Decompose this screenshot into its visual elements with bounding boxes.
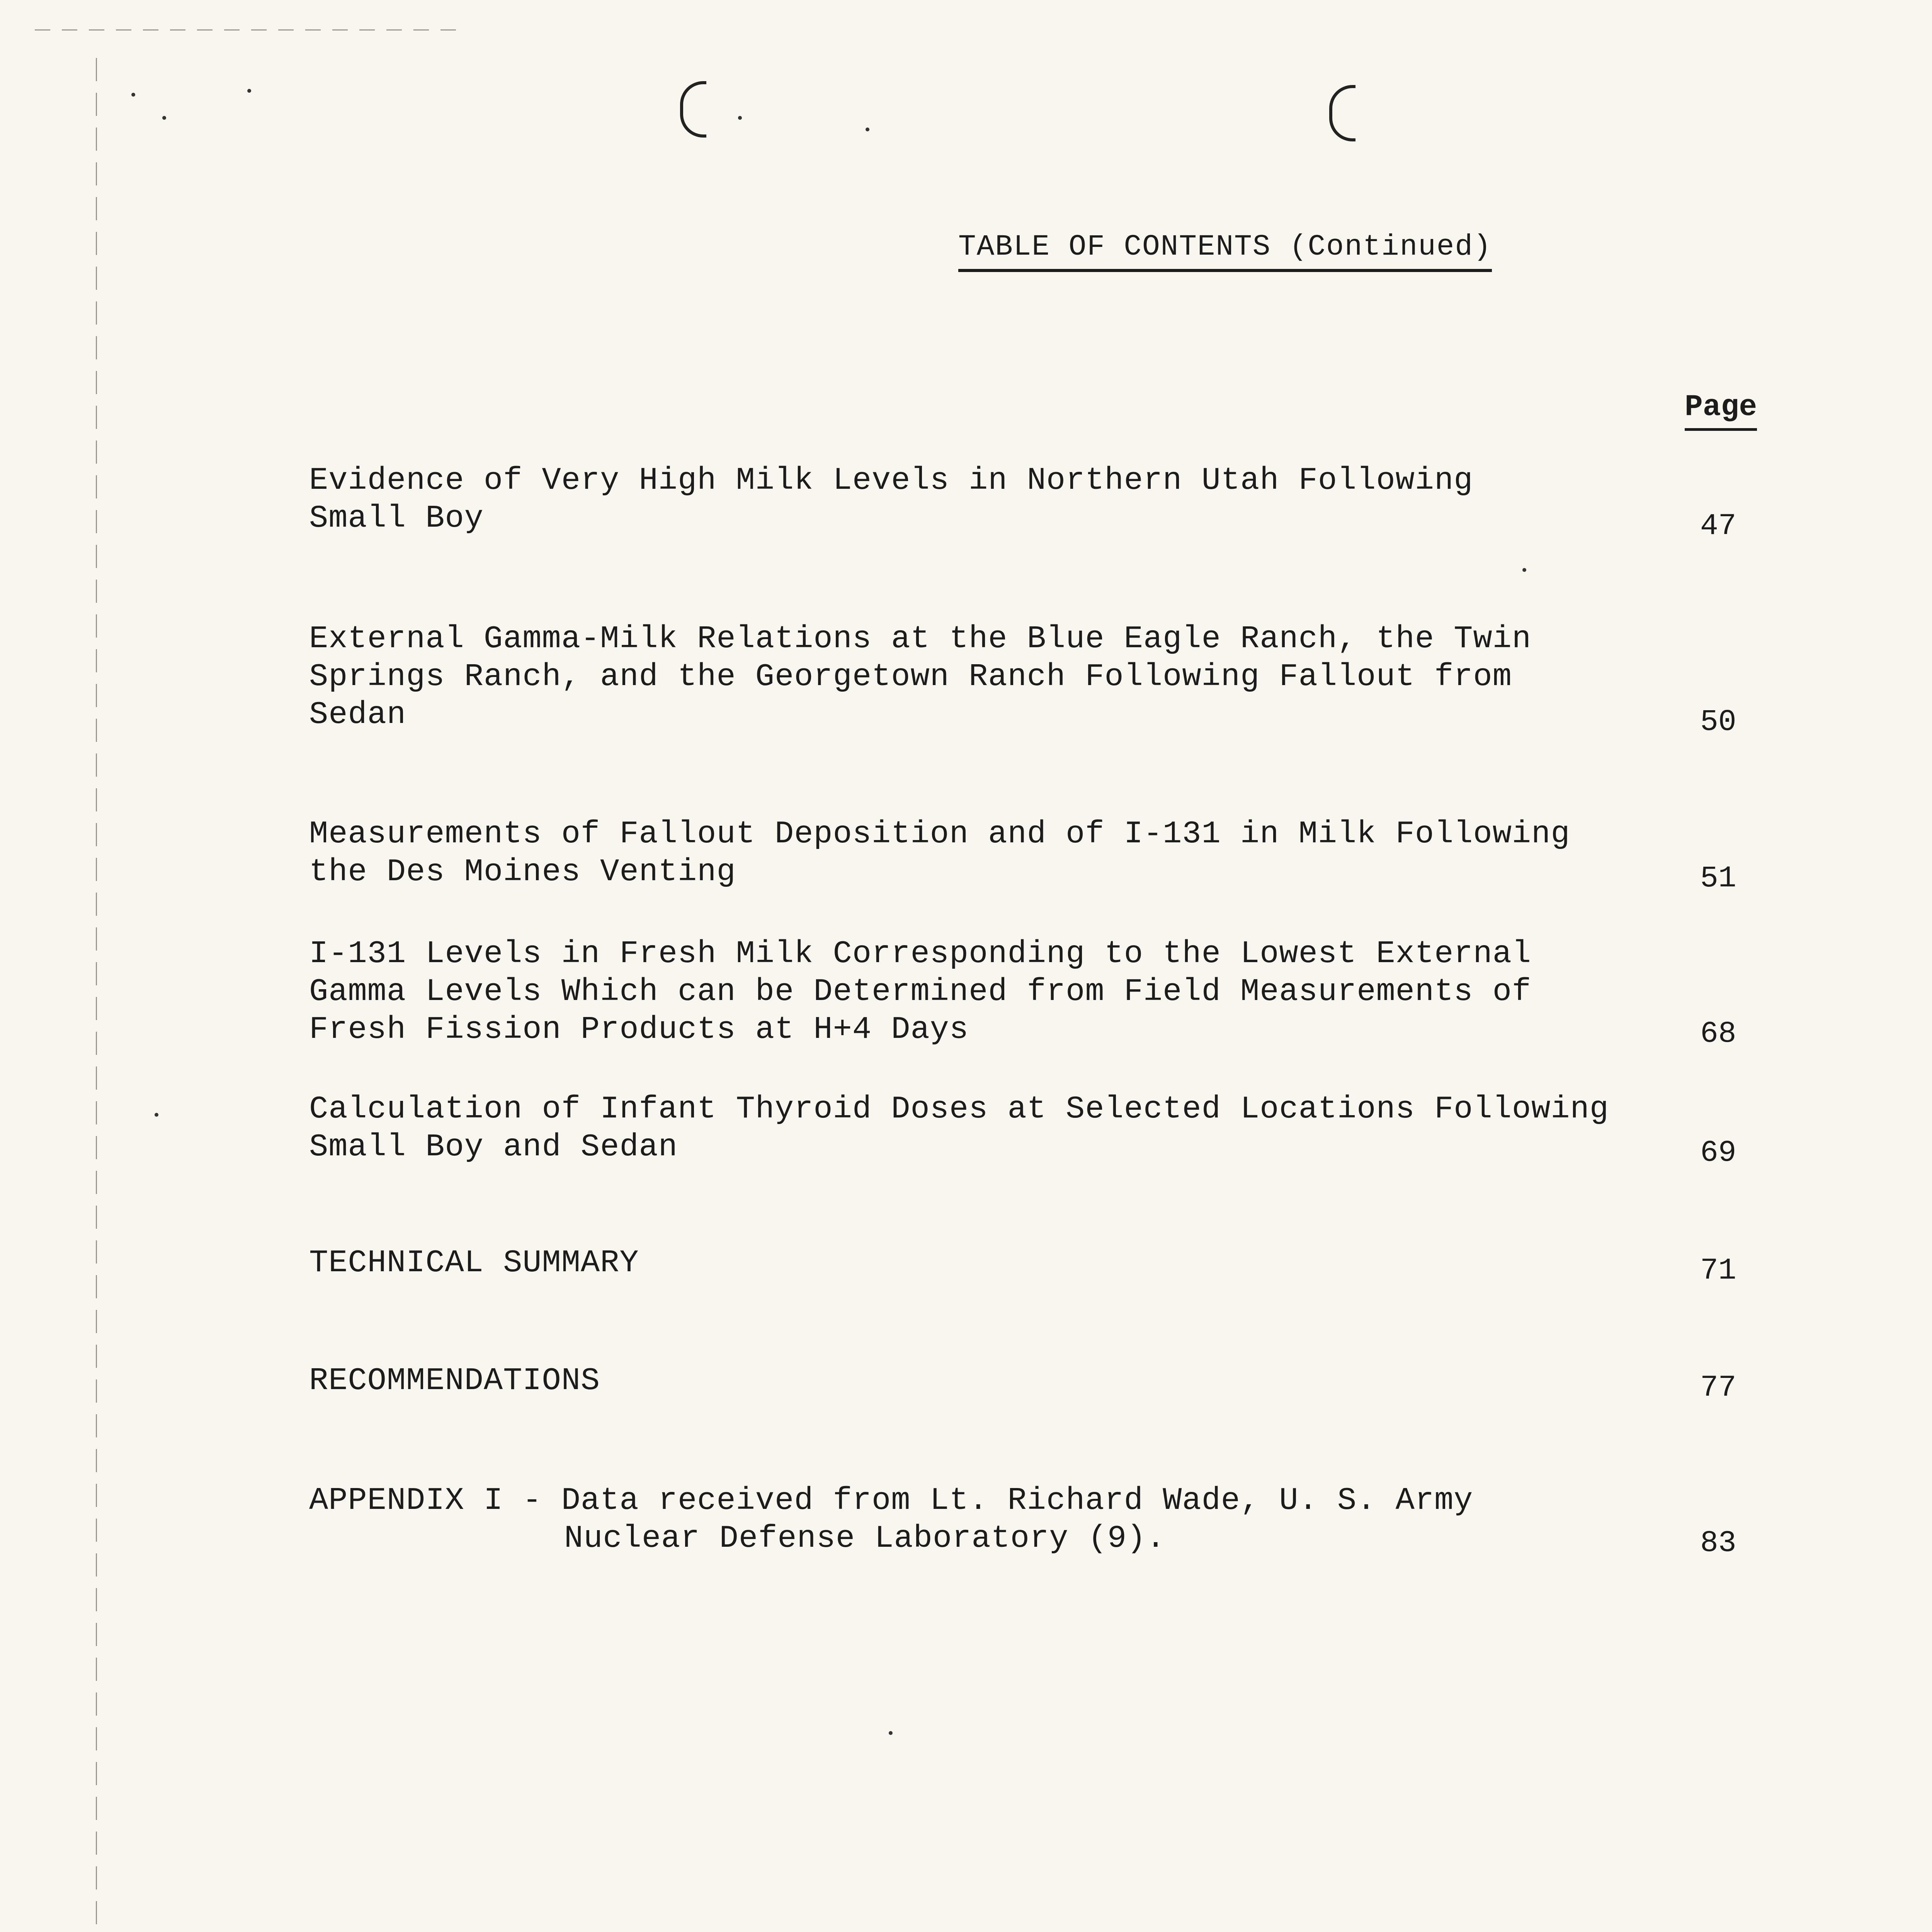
speck [131, 93, 135, 97]
scan-edge-top [35, 29, 468, 31]
toc-entry-line: Nuclear Defense Laboratory (9). [564, 1520, 1166, 1556]
toc-entry [309, 815, 1685, 891]
toc-entry-line: Measurements of Fallout Deposition and of I-131 in Milk Following [309, 816, 1570, 852]
toc-entry-line: Calculation of Infant Thyroid Doses at Selected Locations Following [309, 1091, 1609, 1127]
toc-entry-line: Small Boy and Sedan [309, 1129, 678, 1165]
toc-entry-line: External Gamma-Milk Relations at the Blue Eagle Ranch, the Twin [309, 621, 1532, 657]
page-column-header: Page [1685, 390, 1757, 431]
toc-entry-line: Fresh Fission Products at H+4 Days [309, 1012, 969, 1048]
toc-entry-line: I-131 Levels in Fresh Milk Corresponding to the Lowest External [309, 936, 1532, 972]
speck [1522, 568, 1526, 572]
binder-hole-mark-right [1329, 85, 1355, 141]
speck [866, 128, 869, 131]
toc-entry-line: TECHNICAL SUMMARY [309, 1245, 639, 1281]
toc-page-number: 68 [1700, 1017, 1736, 1051]
toc-page-number: 47 [1700, 509, 1736, 543]
binder-hole-mark-left [680, 81, 706, 138]
toc-entry-line: Small Boy [309, 500, 484, 536]
toc-entry-line: the Des Moines Venting [309, 854, 736, 890]
toc-entry-line: Evidence of Very High Milk Levels in Northern Utah Following [309, 463, 1473, 498]
speck [889, 1731, 893, 1735]
toc-entry [309, 1090, 1685, 1166]
speck [162, 116, 166, 120]
toc-entry-line: RECOMMENDATIONS [309, 1363, 600, 1399]
toc-entry [309, 1244, 1685, 1282]
toc-page-number: 77 [1700, 1371, 1736, 1405]
toc-entry [309, 620, 1685, 734]
speck [155, 1113, 158, 1117]
toc-entry-line: Springs Ranch, and the Georgetown Ranch Following Fallout from [309, 659, 1512, 695]
speck [738, 116, 742, 120]
toc-page-number: 50 [1700, 705, 1736, 739]
toc-entry [309, 462, 1685, 537]
toc-page-number: 69 [1700, 1136, 1736, 1170]
toc-entry [309, 1362, 1685, 1400]
toc-entry-line: Gamma Levels Which can be Determined from Field Measurements of [309, 974, 1532, 1010]
page-title: TABLE OF CONTENTS (Continued) [958, 230, 1492, 272]
scan-edge-left [96, 58, 97, 1932]
toc-entry-line: APPENDIX I - Data received from Lt. Richard Wade, U. S. Army [309, 1483, 1473, 1519]
speck [247, 89, 251, 93]
toc-entry [309, 1482, 1685, 1558]
toc-entry [309, 935, 1685, 1049]
toc-entry-line: Sedan [309, 697, 406, 733]
toc-page-number: 51 [1700, 862, 1736, 896]
toc-page-number: 83 [1700, 1526, 1736, 1560]
toc-page-number: 71 [1700, 1254, 1736, 1288]
